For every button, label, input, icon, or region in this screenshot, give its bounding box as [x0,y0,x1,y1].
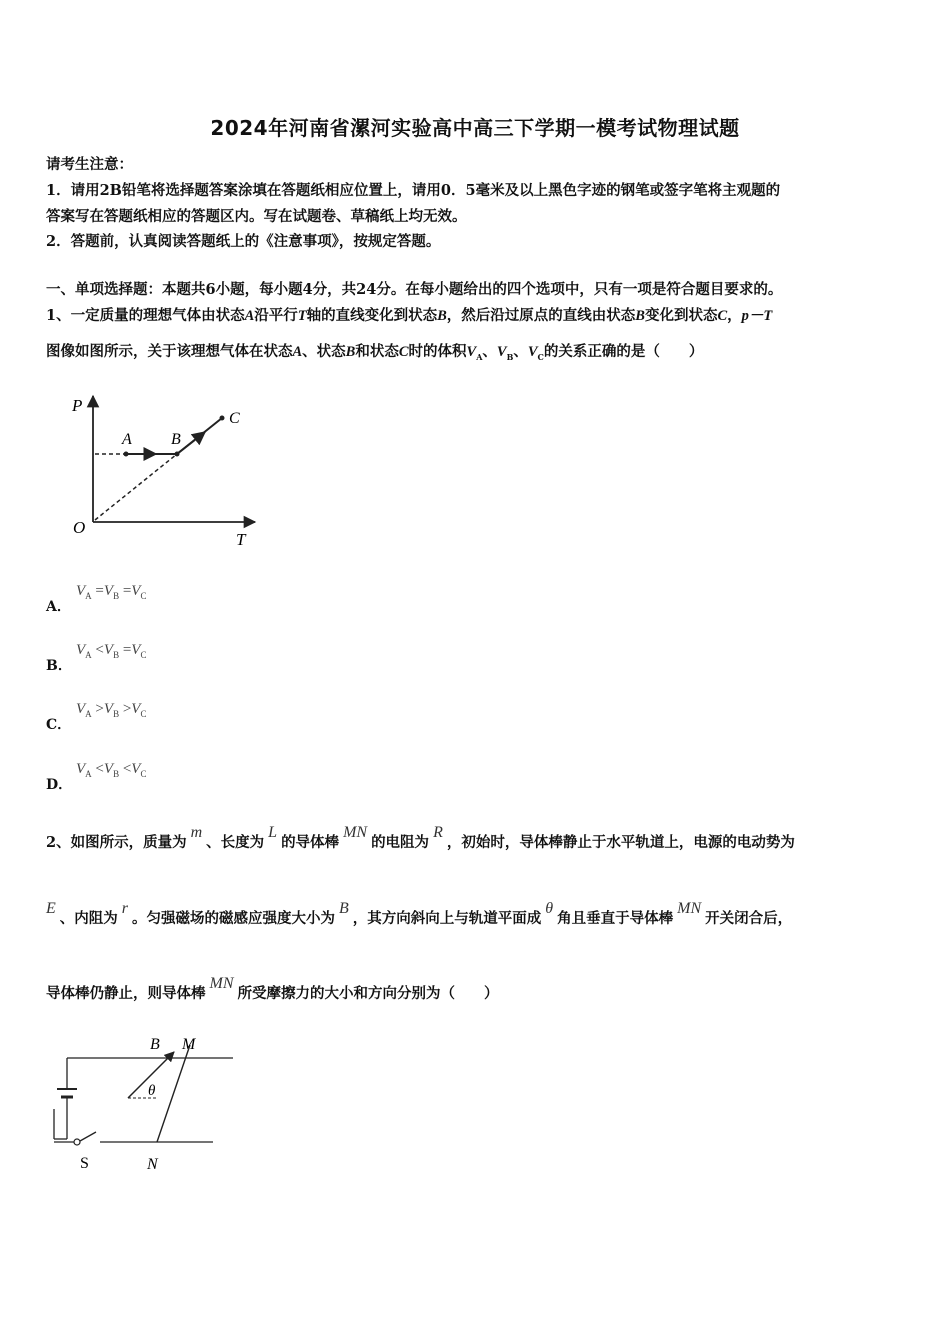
q2-line-2: E、内阻为r。匀强磁场的磁感应强度大小为B，其方向斜向上与轨道平面成θ角且垂直于导体棒MN开关闭合后， [46,900,793,927]
q1-option-d-formula[interactable]: $V_A <V_B <V_C$ [76,761,147,779]
q1-option-b-label[interactable]: B． [46,658,72,674]
label-o: O [73,518,86,537]
q1-pt-graph [60,388,270,553]
notice-item-1b: 答案写在答题纸相应的答题区内。写在试题卷、草稿纸上均无效。 [46,208,467,225]
arrow-bc [177,432,205,454]
page-title: 2024年河南省漯河实验高中高三下学期一模考试物理试题 [210,116,740,140]
q1-option-c-formula[interactable]: $V_A >V_B >V_C$ [76,701,147,719]
dashed-origin-line [95,454,177,520]
label-n: N [147,1156,158,1173]
label-c: C [229,410,240,427]
label-p: P [72,396,83,415]
label-b: B [150,1036,160,1053]
q2-line-3: 导体棒仍静止，则导体棒MN所受摩擦力的大小和方向分别为（ ） [46,975,499,1002]
q1-option-b-formula[interactable]: $V_A <V_B =V_C$ [76,642,147,660]
label-t: T [236,530,246,549]
point-a [124,452,129,457]
rod-mn [157,1045,190,1142]
label-b: B [171,431,181,448]
label-s: S [80,1155,89,1172]
point-c [220,416,225,421]
switch-contact [74,1139,80,1145]
section-heading: 一、单项选择题：本题共6小题，每小题4分，共24分。在每小题给出的四个选项中，只有一项是符合题目要求的。 [46,281,783,298]
notice-item-1a: 1．请用2B铅笔将选择题答案涂填在答题纸相应位置上，请用0．5毫米及以上黑色字迹的钢笔或签字笔将主观题的 [46,182,781,199]
point-b [175,452,180,457]
q2-line-1: 2、如图所示，质量为m、长度为L的导体棒MN的电阻为R，初始时，导体棒静止于水平轨道上，电源的电动势为 [46,824,795,851]
q1-option-a-label[interactable]: A． [46,599,71,615]
q1-option-c-label[interactable]: C． [46,717,72,733]
label-a: A [122,431,132,448]
q1-option-a-formula[interactable]: $V_A =V_B =V_C$ [76,583,147,601]
q1-option-d-label[interactable]: D． [46,777,73,793]
q2-circuit-diagram [40,1025,250,1180]
switch-blade [80,1132,96,1141]
q1-line-2: 图像如图所示，关于该理想气体在状态A、状态B和状态C时的体积$V_A$、$V_B$、$V_C$的关系正确的是（ ） [46,343,704,362]
q1-line-1: 1、一定质量的理想气体由状态A沿平行T轴的直线变化到状态B，然后沿过原点的直线由状态B变化到状态C，p－T [46,307,773,324]
label-theta: θ [148,1083,156,1099]
notice-heading: 请考生注意： [46,156,133,173]
label-m: M [182,1036,196,1053]
notice-item-2: 2．答题前，认真阅读答题纸上的《注意事项》，按规定答题。 [46,233,441,250]
